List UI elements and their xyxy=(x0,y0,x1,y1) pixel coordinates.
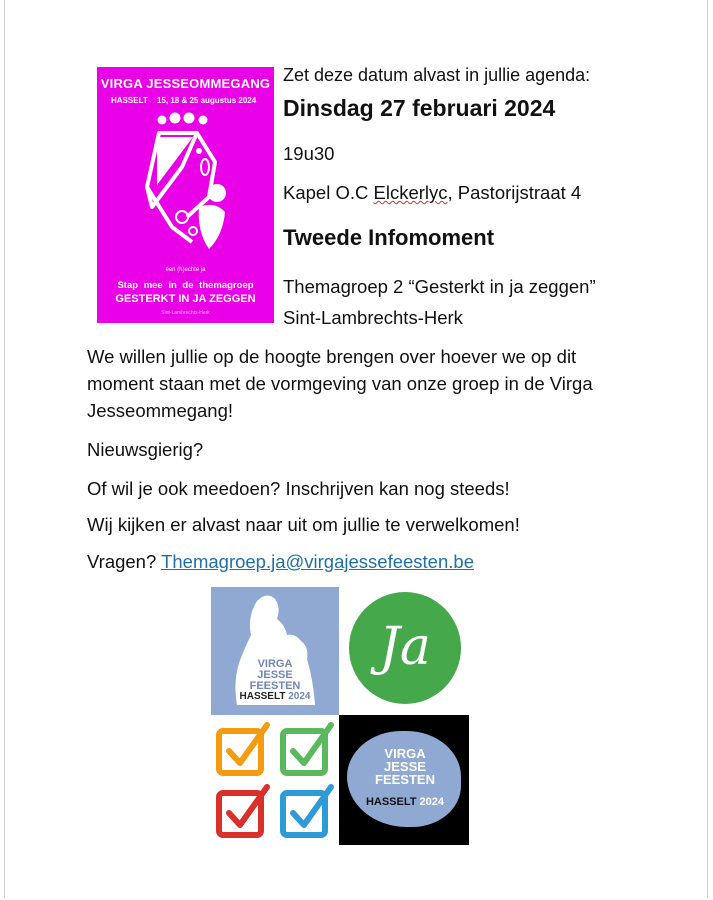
virga-jesse-feesten-logo xyxy=(339,715,469,845)
logo1-virga: VIRGA xyxy=(257,658,293,670)
body-paragraph-3: Of wil je ook meedoen? Inschrijven kan nog steeds! xyxy=(87,478,510,499)
event-group: Themagroep 2 “Gesterkt in ja zeggen” Sint-Lambrechts-Herk xyxy=(283,276,596,328)
contact-line xyxy=(87,548,647,575)
ja-logo xyxy=(339,587,469,715)
poster-city: HASSELT xyxy=(111,96,148,105)
logo1-hasselt xyxy=(235,691,315,702)
contact-label: Vragen? xyxy=(87,551,162,572)
logo4-feesten: FEESTEN xyxy=(375,772,435,787)
poster-dates: 15, 18 & 25 augustus 2024 xyxy=(157,96,257,105)
logo1-year: 2024 xyxy=(288,691,311,702)
logo4-year: 2024 xyxy=(419,796,445,808)
logo1-feesten: FEESTEN xyxy=(249,680,301,692)
event-heading: Tweede Infomoment xyxy=(283,225,495,250)
location-prefix: Kapel O.C xyxy=(283,182,374,203)
logo4-text xyxy=(357,747,453,786)
ja-text: Ja xyxy=(379,617,431,677)
logo4-hasselt xyxy=(357,796,453,808)
intro-text: Zet deze datum alvast in jullie agenda: xyxy=(283,65,591,85)
checkmarks-graphic xyxy=(211,715,339,845)
location-suffix: , Pastorijstraat 4 xyxy=(447,182,582,203)
event-poster xyxy=(97,67,274,323)
silhouette-logo-text xyxy=(235,659,315,692)
body-paragraph-2: Nieuwsgierig? xyxy=(87,439,204,460)
event-time: 19u30 xyxy=(283,143,335,164)
logo4-virga: VIRGA xyxy=(384,746,426,761)
poster-tagline: een (h)echte ja xyxy=(165,267,206,273)
event-date: Dinsdag 27 februari 2024 xyxy=(283,95,556,121)
body-paragraph-4: Wij kijken er alvast naar uit om jullie te verwelkomen! xyxy=(87,514,520,535)
logo4-hasselt-word: HASSELT xyxy=(365,796,417,808)
logo4-jesse: JESSE xyxy=(384,759,426,774)
body-paragraph-1: We willen jullie op de hoogte brengen over hoever we op dit moment staan met de vormgeving van onze groep in de Virga Jesseommegang! xyxy=(87,346,593,421)
checkbox-logo xyxy=(211,715,339,845)
poster-line2: GESTERKT IN JA ZEGGEN xyxy=(115,293,256,305)
location-venue: Elckerlyc xyxy=(373,182,448,203)
poster-title: VIRGA JESSEOMMEGANG xyxy=(100,76,271,91)
poster-footer: Sint-Lambrechts-Herk xyxy=(161,310,210,316)
event-location xyxy=(283,182,581,204)
logo1-jesse: JESSE xyxy=(257,669,293,681)
virga-silhouette-logo xyxy=(211,587,339,715)
poster-line1: Stap mee in de themagroep xyxy=(117,280,254,291)
logo1-hasselt-word: HASSELT xyxy=(239,691,286,702)
contact-email-link[interactable]: Themagroep.ja@virgajessefeesten.be xyxy=(161,551,474,572)
